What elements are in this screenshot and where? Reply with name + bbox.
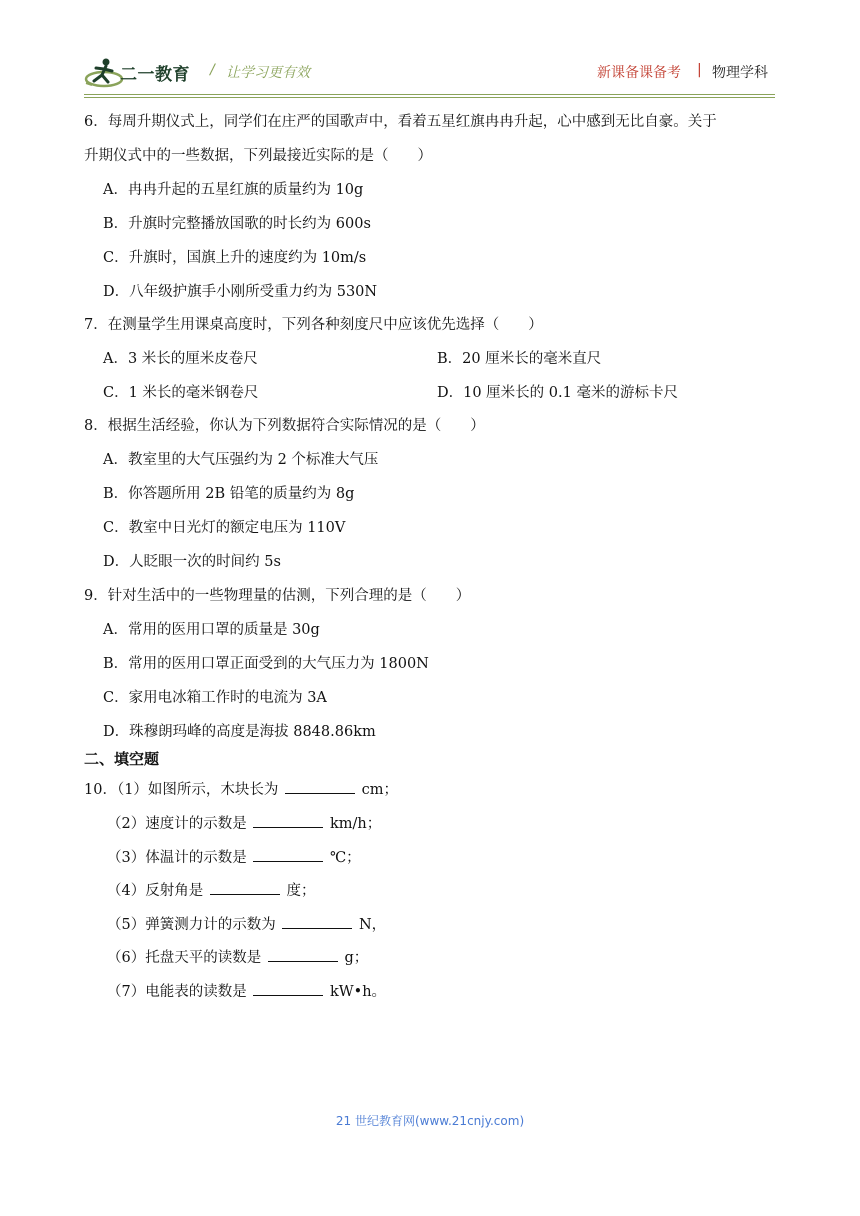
q7-stem: 7．在测量学生用课桌高度时，下列各种刻度尺中应该优先选择（ ） [84,317,543,333]
q10-part3-unit: ℃； [329,850,361,866]
q6-option-c: C．升旗时，国旗上升的速度约为 10m/s [103,250,367,266]
q10-part6-unit: g； [344,950,369,966]
q10-part7 [107,981,386,1002]
q10-part4-unit: 度； [286,883,316,899]
q10-part1-unit: cm； [361,782,399,798]
q10-part5-unit: N， [358,917,387,933]
header-slash: / [210,62,215,78]
q10-part7-text: （7）电能表的读数是 [107,984,247,1000]
q9-option-c: C．家用电冰箱工作时的电流为 3A [103,690,327,706]
q7-option-c: C．1 米长的毫米钢卷尺 [103,385,259,401]
q10-part3 [107,847,361,868]
q10-part5 [107,914,386,935]
q10-part2-blank[interactable] [253,813,323,828]
q10-part5-blank[interactable] [282,914,352,929]
q9-option-a: A．常用的医用口罩的质量是 30g [103,622,320,638]
page-header [0,0,860,95]
q6-stem-line1: 6．每周升期仪式上，同学们在庄严的国歌声中，看着五星红旗冉冉升起，心中感到无比自豪。关于 [84,114,717,130]
header-divider-thin [84,97,775,98]
page-footer[interactable]: 21 世纪教育网(www.21cnjy.com) [335,1114,525,1128]
q10-part4-blank[interactable] [210,880,280,895]
q6-option-b: B．升旗时完整播放国歌的时长约为 600s [103,216,371,232]
q10-part3-text: （3）体温计的示数是 [107,850,247,866]
q10-part6 [107,947,368,968]
q9-option-b: B．常用的医用口罩正面受到的大气压力为 1800N [103,656,429,672]
q7-option-d: D．10 厘米长的 0.1 毫米的游标卡尺 [437,385,678,401]
q6-stem-line2: 升期仪式中的一些数据，下列最接近实际的是（ ） [84,148,432,164]
q10-part2-unit: km/h； [329,816,382,832]
header-course-label: 新课备课备考 [597,65,681,81]
q7-option-b: B．20 厘米长的毫米直尺 [437,351,602,367]
q10-part4-text: （4）反射角是 [107,883,204,899]
q10-part1-blank[interactable] [285,779,355,794]
header-slogan: 让学习更有效 [226,65,310,81]
q6-option-a: A．冉冉升起的五星红旗的质量约为 10g [103,182,364,198]
q6-option-d: D．八年级护旗手小刚所受重力约为 530N [103,284,378,300]
header-separator: | [697,62,702,78]
section-heading-fill-in: 二、填空题 [84,750,160,768]
q10-part7-blank[interactable] [253,981,323,996]
q8-option-b: B．你答题所用 2B 铅笔的质量约为 8g [103,486,355,502]
q10-part6-blank[interactable] [268,947,338,962]
q8-option-c: C．教室中日光灯的额定电压为 110V [103,520,346,536]
q10-part3-blank[interactable] [253,847,323,862]
q7-option-a: A．3 米长的厘米皮卷尺 [103,351,258,367]
logo-text: 二一教育 [120,65,190,85]
q9-stem: 9．针对生活中的一些物理量的估测，下列合理的是（ ） [84,588,471,604]
header-divider [84,94,775,95]
q10-part7-unit: kW•h。 [329,984,387,1000]
q8-option-a: A．教室里的大气压强约为 2 个标准大气压 [103,452,379,468]
q9-option-d: D．珠穆朗玛峰的高度是海拔 8848.86km [103,724,376,740]
q10-part5-text: （5）弹簧测力计的示数为 [107,917,276,933]
q10-part1-text: 10．（1）如图所示，木块长为 [84,782,279,798]
q10-part6-text: （6）托盘天平的读数是 [107,950,262,966]
q10-part1 [84,779,398,800]
q8-option-d: D．人眨眼一次的时间约 5s [103,554,281,570]
q10-part4 [107,880,315,901]
q10-part2-text: （2）速度计的示数是 [107,816,247,832]
header-subject: 物理学科 [712,65,768,81]
q8-stem: 8．根据生活经验，你认为下列数据符合实际情况的是（ ） [84,418,485,434]
q10-part2 [107,813,381,834]
